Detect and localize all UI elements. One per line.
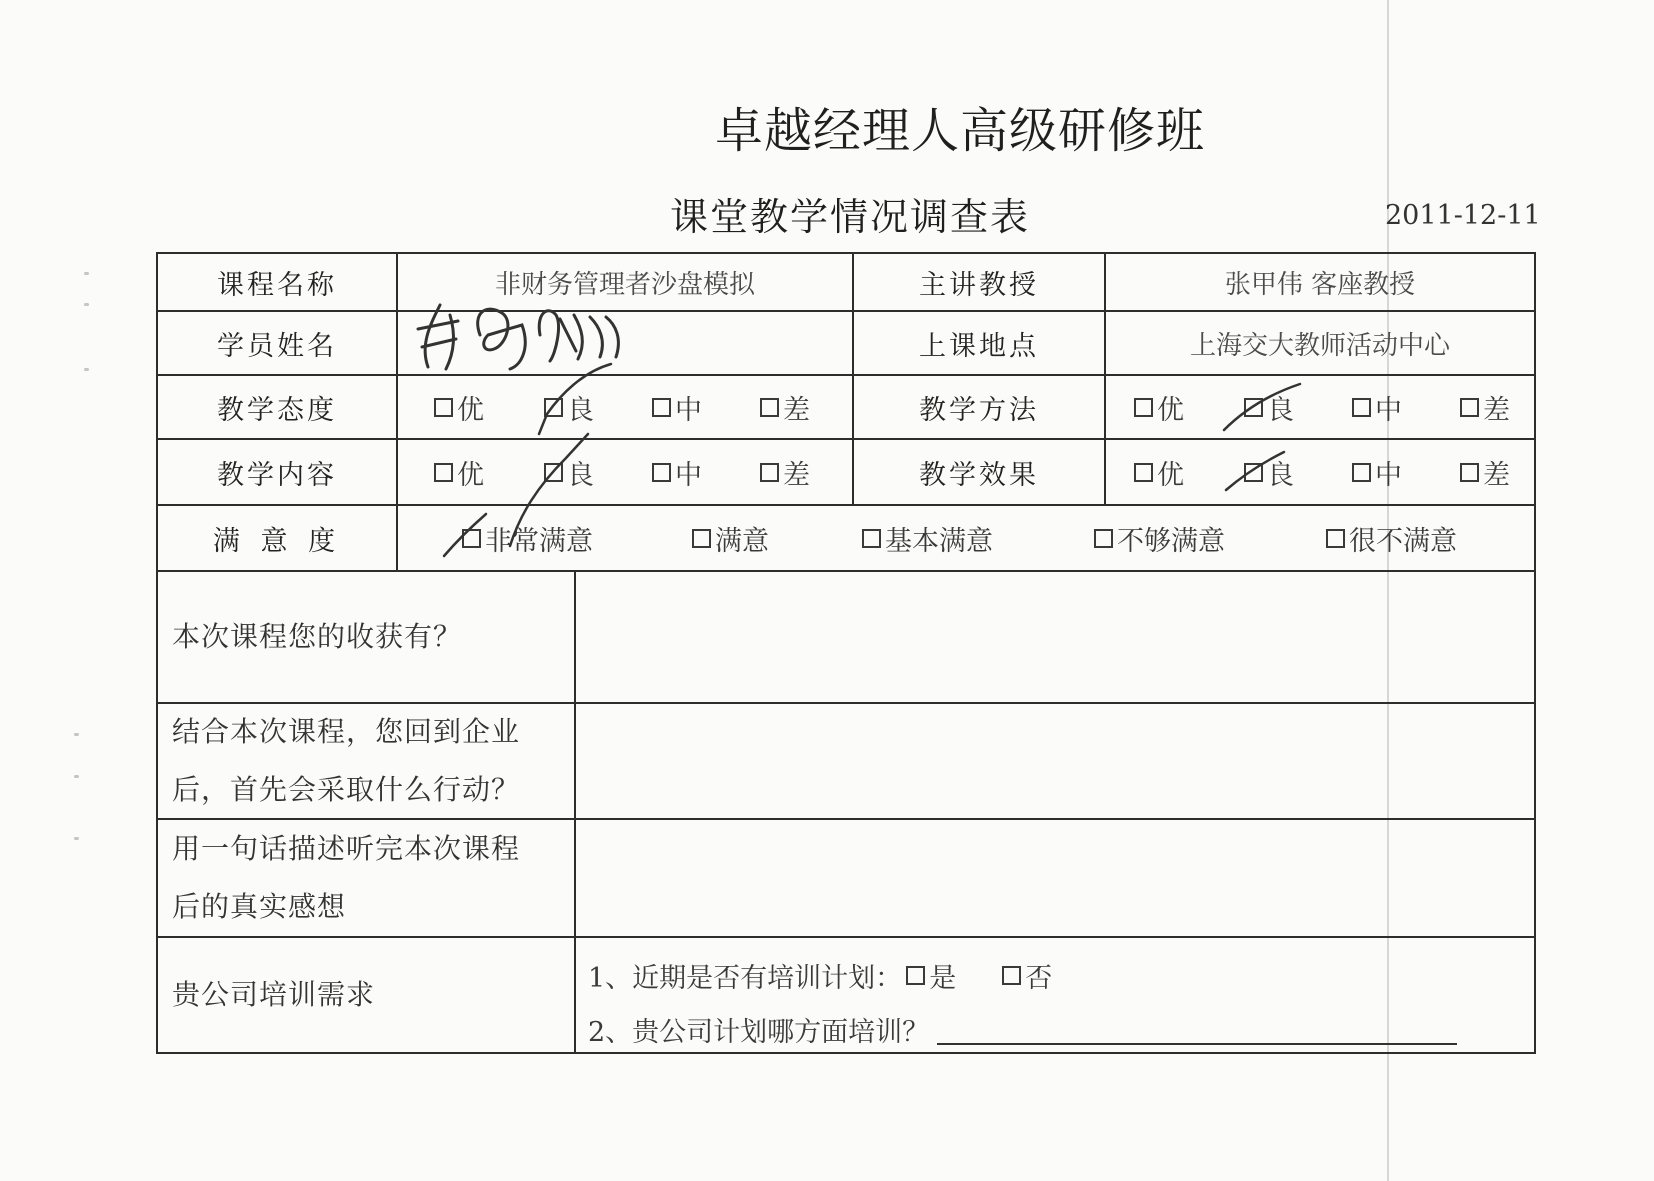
table-border-right <box>1534 252 1536 1054</box>
question-gain: 本次课程您的收获有？ <box>172 620 463 653</box>
checkbox[interactable] <box>544 398 563 417</box>
checkbox[interactable] <box>862 529 881 548</box>
method-options <box>1106 376 1534 438</box>
attitude-option-excellent[interactable]: 优 <box>434 388 484 427</box>
course-name-label: 课程名称 <box>217 269 337 301</box>
effect-options <box>1106 440 1534 504</box>
checkbox[interactable] <box>1352 398 1371 417</box>
content-options <box>398 440 852 504</box>
checkbox[interactable] <box>1460 398 1479 417</box>
document-subtitle: 课堂教学情况调查表 <box>669 195 1030 239</box>
margin-speck <box>84 272 89 275</box>
training-area-question: 2、贵公司计划哪方面培训？ <box>588 1010 1457 1049</box>
attitude-option-good[interactable]: 良 <box>544 388 594 427</box>
checkbox[interactable] <box>1244 398 1263 417</box>
training-plan-question: 1、近期是否有培训计划： 是 否 <box>588 956 1052 995</box>
answer-gain-field[interactable] <box>576 572 1534 702</box>
question-action: 结合本次课程，您回到企业 后，首先会采取什么行动？ <box>172 715 521 806</box>
survey-date: 2011-12-11 <box>1385 200 1541 231</box>
method-option-poor[interactable]: 差 <box>1460 388 1510 427</box>
checkbox[interactable] <box>1326 529 1345 548</box>
training-plan-no[interactable]: 否 <box>1002 956 1052 995</box>
student-name-label: 学员姓名 <box>217 330 337 362</box>
answer-feeling-field[interactable] <box>576 820 1534 936</box>
attitude-label: 教学态度 <box>217 394 337 426</box>
content-option-poor[interactable]: 差 <box>760 453 810 492</box>
attitude-option-fair[interactable]: 中 <box>652 388 702 427</box>
effect-option-poor[interactable]: 差 <box>1460 453 1510 492</box>
location-label: 上课地点 <box>919 330 1039 362</box>
checkbox[interactable] <box>692 529 711 548</box>
content-option-fair[interactable]: 中 <box>652 453 702 492</box>
satisfaction-option-very-dissatisfied[interactable]: 很不满意 <box>1326 519 1457 558</box>
margin-speck <box>74 733 79 736</box>
effect-option-fair[interactable]: 中 <box>1352 453 1402 492</box>
margin-speck <box>84 368 89 371</box>
checkbox[interactable] <box>652 463 671 482</box>
document-title: 卓越经理人高级研修班 <box>714 103 1205 159</box>
checkbox[interactable] <box>1244 463 1263 482</box>
checkbox[interactable] <box>1352 463 1371 482</box>
checkbox[interactable] <box>434 463 453 482</box>
attitude-option-poor[interactable]: 差 <box>760 388 810 427</box>
effect-option-good[interactable]: 良 <box>1244 453 1294 492</box>
margin-speck <box>74 775 79 778</box>
effect-label: 教学效果 <box>919 459 1039 491</box>
checkbox[interactable] <box>1134 398 1153 417</box>
method-option-excellent[interactable]: 优 <box>1134 388 1184 427</box>
method-label: 教学方法 <box>919 394 1039 426</box>
content-option-good[interactable]: 良 <box>544 453 594 492</box>
satisfaction-option-not-satisfied[interactable]: 不够满意 <box>1094 519 1225 558</box>
checkbox[interactable] <box>1460 463 1479 482</box>
content-label: 教学内容 <box>217 459 337 491</box>
table-border-bottom <box>156 1052 1536 1054</box>
method-option-fair[interactable]: 中 <box>1352 388 1402 427</box>
checkbox[interactable] <box>760 463 779 482</box>
checkbox[interactable] <box>1094 529 1113 548</box>
satisfaction-option-basically-satisfied[interactable]: 基本满意 <box>862 519 993 558</box>
question-feeling: 用一句话描述听完本次课程 后的真实感想 <box>172 832 521 923</box>
attitude-options <box>398 376 852 438</box>
satisfaction-option-very-satisfied[interactable]: 非常满意 <box>462 519 593 558</box>
satisfaction-options <box>398 506 1534 570</box>
method-option-good[interactable]: 良 <box>1244 388 1294 427</box>
training-area-blank-line[interactable] <box>937 1043 1457 1045</box>
effect-option-excellent[interactable]: 优 <box>1134 453 1184 492</box>
checkbox[interactable] <box>434 398 453 417</box>
checkbox[interactable] <box>544 463 563 482</box>
checkbox[interactable] <box>1002 966 1021 985</box>
checkbox[interactable] <box>462 529 481 548</box>
checkbox[interactable] <box>652 398 671 417</box>
margin-speck <box>74 837 79 840</box>
survey-form <box>156 252 1536 1052</box>
handwritten-signature <box>410 295 640 375</box>
answer-action-field[interactable] <box>576 704 1534 818</box>
lecturer-value: 张甲伟 客座教授 <box>1224 269 1416 300</box>
training-plan-yes[interactable]: 是 <box>906 956 956 995</box>
content-option-excellent[interactable]: 优 <box>434 453 484 492</box>
checkbox[interactable] <box>760 398 779 417</box>
margin-speck <box>84 303 89 306</box>
location-value: 上海交大教师活动中心 <box>1189 330 1450 361</box>
checkbox[interactable] <box>1134 463 1153 482</box>
training-demand-label: 贵公司培训需求 <box>172 978 376 1011</box>
course-name-value: 非财务管理者沙盘模拟 <box>494 269 755 300</box>
satisfaction-option-satisfied[interactable]: 满意 <box>692 519 769 558</box>
satisfaction-label: 满 意 度 <box>212 525 342 557</box>
lecturer-label: 主讲教授 <box>919 269 1039 301</box>
checkbox[interactable] <box>906 966 925 985</box>
